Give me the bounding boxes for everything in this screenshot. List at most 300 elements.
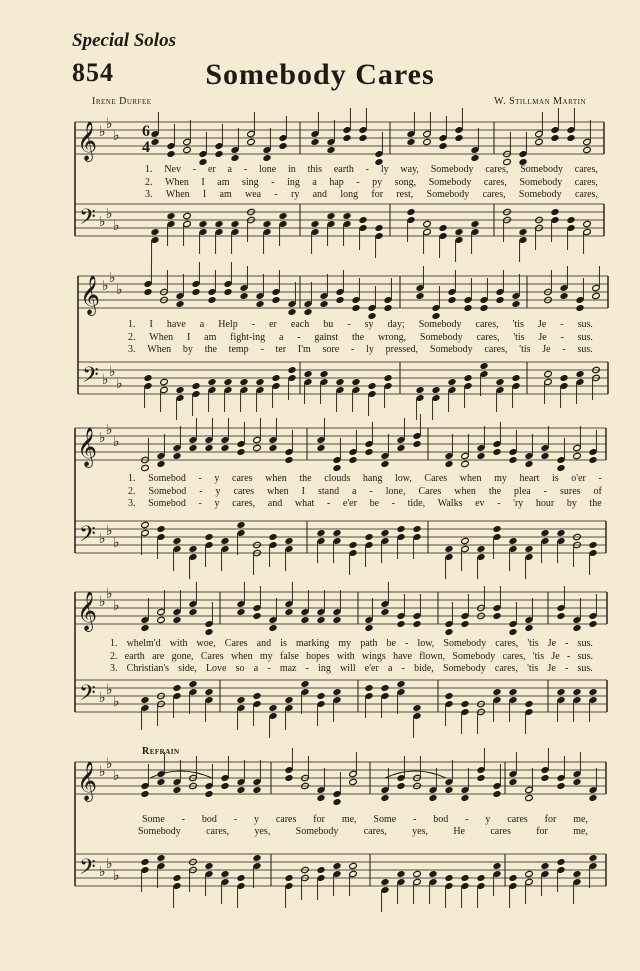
- system-4-treble-note: [525, 624, 534, 631]
- system-4-treble-key-2: ♭: [113, 598, 120, 614]
- system-5-treble-note: [285, 774, 294, 781]
- time-signature-top: 6: [142, 123, 150, 140]
- system-3-bass-note: [381, 529, 390, 536]
- section-heading: Special Solos: [72, 30, 176, 51]
- system-1-bass-note: [263, 220, 272, 227]
- system-5-bass-key-0: ♭: [99, 864, 106, 880]
- system-4-bass-note: [317, 692, 326, 699]
- system-1-bass-note: [471, 220, 480, 227]
- system-3-treble-note: [157, 460, 166, 467]
- system-5-bass-key-2: ♭: [113, 868, 120, 884]
- system-1-treble-note: [535, 138, 544, 145]
- system-1-bass-note: [343, 212, 352, 219]
- system-1-bass-note: [583, 220, 592, 227]
- system-4-bass-note: [525, 700, 534, 707]
- system-2-treble-note: [272, 296, 281, 303]
- system-5-bass-note: [237, 874, 246, 881]
- system-4-bass-note: [413, 704, 422, 711]
- system-1-bass-note: [327, 212, 336, 219]
- system-1-bass-note: [519, 228, 528, 235]
- system-5-treble-note: [541, 774, 550, 781]
- system-5-treble-note: [381, 794, 390, 801]
- system-3-bass-note: [141, 521, 150, 528]
- system-4-bass-key-2: ♭: [113, 694, 120, 710]
- system-2-bass-note: [576, 370, 585, 377]
- system-4-treble-key-1: ♭: [106, 586, 113, 602]
- system-1-bass-note: [151, 228, 160, 235]
- system-2-bass-note: [208, 378, 217, 385]
- system-5-bass-note: [173, 874, 182, 881]
- system-5-treble-note: [237, 786, 246, 793]
- system-2-treble-note: [592, 292, 601, 299]
- system-3-treble-note: [573, 452, 582, 459]
- system-3-treble-clef: 𝄞: [77, 427, 98, 467]
- system-1-treble-key-2: ♭: [113, 128, 120, 144]
- system-4-treble-note: [269, 624, 278, 631]
- system-4-treble-key-0: ♭: [99, 594, 106, 610]
- system-5-bass-note: [445, 874, 454, 881]
- system-3-treble-note: [557, 464, 566, 471]
- system-2-bass-note: [224, 378, 233, 385]
- system-4-treble-note: [365, 624, 374, 631]
- system-1-treble-key-0: ♭: [99, 124, 106, 140]
- system-1-treble-note: [327, 146, 336, 153]
- system-3-bass-note: [493, 525, 502, 532]
- system-4-treble-note: [381, 608, 390, 615]
- lyric-line-s3-v2: 2. Somebod - y cares when I stand a - lone, Cares when the plea - sures of: [128, 486, 602, 497]
- system-5-bass-note: [525, 870, 534, 877]
- system-2-bass-note: [160, 378, 169, 385]
- system-4-treble-note: [301, 616, 310, 623]
- system-4-treble-note: [173, 616, 182, 623]
- time-signature-bottom: 4: [142, 139, 150, 156]
- system-1-treble-note: [583, 146, 592, 153]
- system-4-treble-note: [253, 612, 262, 619]
- system-3-treble-note: [525, 460, 534, 467]
- system-2-treble-note: [144, 288, 153, 295]
- system-3-bass-note: [237, 521, 246, 528]
- system-2-treble-note: [208, 296, 217, 303]
- lyric-line-s2-v2: 2. When I am fight-ing a - gainst the wrong, Somebody cares, 'tis Je - sus.: [128, 332, 593, 343]
- system-3-bass-note: [525, 545, 534, 552]
- lyric-line-s3-v3: 3. Somebod - y cares, and what - e'er be - tide, Walks ev - 'ry hour by the: [128, 498, 602, 509]
- system-5-treble-note: [573, 778, 582, 785]
- lyric-line-s4-v3: 3. Christian's side, Love so a - maz - ing will e'er a - bide, Somebody cares, 'tis Je - sus.: [110, 663, 593, 674]
- system-2-treble-note: [304, 308, 313, 315]
- system-5-bass-note: [397, 870, 406, 877]
- system-3-treble-note: [189, 444, 198, 451]
- system-3-treble-note: [285, 456, 294, 463]
- system-4-bass-note: [173, 684, 182, 691]
- system-2-treble-note: [496, 296, 505, 303]
- system-5-treble-note: [333, 798, 342, 805]
- lyric-line-s1-v1: 1. Nev - er a - lone in this earth - ly way, Somebody cares, Somebody cares,: [145, 164, 598, 175]
- system-1-treble-note: [279, 142, 288, 149]
- system-2-treble-note: [576, 304, 585, 311]
- system-2-treble-note: [320, 300, 329, 307]
- system-3-bass-key-0: ♭: [99, 531, 106, 547]
- system-4-bass-note: [493, 688, 502, 695]
- system-1-bass-key-2: ♭: [113, 218, 120, 234]
- system-2-treble-clef: 𝄞: [80, 275, 101, 315]
- system-2-treble-key-2: ♭: [116, 282, 123, 298]
- system-3-bass-note: [509, 537, 518, 544]
- system-3-treble-note: [461, 460, 470, 467]
- system-4-treble-clef: 𝄞: [77, 591, 98, 631]
- system-3-treble-note: [397, 444, 406, 451]
- system-5-treble-note: [525, 794, 534, 801]
- system-5-treble-note: [157, 778, 166, 785]
- system-4-treble-note: [461, 620, 470, 627]
- system-1-treble-note: [167, 150, 176, 157]
- system-3-treble-note: [141, 464, 150, 471]
- system-3-bass-note: [349, 541, 358, 548]
- system-3-treble-note: [445, 460, 454, 467]
- system-3-treble-key-0: ♭: [99, 430, 106, 446]
- system-4-bass-note: [445, 692, 454, 699]
- system-5-treble-note: [477, 774, 486, 781]
- system-1-bass-note: [407, 208, 416, 215]
- system-3-bass-note: [173, 537, 182, 544]
- system-2-bass-key-2: ♭: [116, 376, 123, 392]
- system-5-treble-note: [253, 786, 262, 793]
- system-3-treble-note: [333, 464, 342, 471]
- system-2-treble-note: [384, 304, 393, 311]
- system-5-bass-note: [253, 854, 262, 861]
- system-2-treble-note: [256, 300, 265, 307]
- system-1-treble-note: [551, 134, 560, 141]
- system-3-bass-key-2: ♭: [113, 535, 120, 551]
- system-2-treble-note: [464, 304, 473, 311]
- system-2-bass-clef: 𝄢: [82, 363, 99, 393]
- system-1-bass-key-1: ♭: [106, 206, 113, 222]
- system-3-treble-note: [413, 440, 422, 447]
- system-3-treble-note: [477, 452, 486, 459]
- system-5-treble-note: [349, 778, 358, 785]
- system-5-treble-note: [461, 794, 470, 801]
- system-2-bass-note: [144, 374, 153, 381]
- system-5-bass-note: [317, 866, 326, 873]
- system-5-treble-note: [509, 778, 518, 785]
- system-5-treble-key-1: ♭: [106, 756, 113, 772]
- system-2-bass-note: [352, 378, 361, 385]
- composer-credit: W. Stillman Martin: [494, 96, 586, 107]
- system-3-bass-note: [189, 545, 198, 552]
- system-2-bass-note: [512, 374, 521, 381]
- system-5-bass-note: [573, 870, 582, 877]
- system-1-treble-note: [439, 142, 448, 149]
- system-1-bass-note: [183, 212, 192, 219]
- system-3-treble-note: [269, 444, 278, 451]
- system-2-bass-note: [288, 366, 297, 373]
- system-5-bass-note: [333, 862, 342, 869]
- system-5-treble-note: [445, 786, 454, 793]
- system-2-bass-note: [368, 382, 377, 389]
- system-4-bass-note: [189, 680, 198, 687]
- system-1-bass-note: [455, 228, 464, 235]
- system-2-bass-note: [464, 374, 473, 381]
- system-3-bass-note: [157, 525, 166, 532]
- system-3-bass-note: [413, 525, 422, 532]
- lyric-line-s1-v2: 2. When I am sing - ing a hap - py song, Somebody cares, Somebody cares,: [145, 177, 598, 188]
- system-1-bass-note: [439, 224, 448, 231]
- system-2-bass-note: [320, 370, 329, 377]
- system-4-bass-note: [381, 684, 390, 691]
- system-4-treble-note: [509, 628, 518, 635]
- system-1-bass-note: [311, 220, 320, 227]
- system-4-bass-note: [557, 688, 566, 695]
- system-3-treble-key-2: ♭: [113, 434, 120, 450]
- system-5-treble-note: [429, 794, 438, 801]
- system-5-treble-key-2: ♭: [113, 768, 120, 784]
- system-4-bass-note: [509, 688, 518, 695]
- system-4-treble-note: [141, 624, 150, 631]
- system-5-bass-note: [477, 874, 486, 881]
- system-2-treble-note: [416, 292, 425, 299]
- system-1-bass-note: [231, 220, 240, 227]
- system-2-bass-note: [176, 386, 185, 393]
- system-5-bass-note: [349, 862, 358, 869]
- system-2-treble-note: [480, 304, 489, 311]
- system-3-bass-note: [317, 529, 326, 536]
- system-5-bass-note: [461, 874, 470, 881]
- system-2-bass-key-0: ♭: [102, 372, 109, 388]
- system-1-bass-note: [567, 216, 576, 223]
- system-3-bass-key-1: ♭: [106, 523, 113, 539]
- system-3-treble-note: [349, 456, 358, 463]
- system-3-treble-note: [365, 448, 374, 455]
- system-3-bass-note: [365, 533, 374, 540]
- system-4-bass-note: [573, 688, 582, 695]
- system-3-treble-note: [541, 452, 550, 459]
- system-5-treble-note: [173, 786, 182, 793]
- system-2-bass-note: [416, 386, 425, 393]
- refrain-slur-2: [385, 771, 446, 778]
- system-1-bass-note: [279, 212, 288, 219]
- system-5-treble-clef: 𝄞: [77, 761, 98, 801]
- system-2-treble-note: [336, 296, 345, 303]
- system-4-treble-note: [493, 612, 502, 619]
- system-4-bass-note: [461, 700, 470, 707]
- system-3-treble-note: [237, 448, 246, 455]
- lyric-line-s3-v1: 1. Somebod - y cares when the clouds hang low, Cares when my heart is o'er -: [128, 473, 602, 484]
- system-5-treble-key-0: ♭: [99, 764, 106, 780]
- system-1-bass-note: [199, 220, 208, 227]
- system-5-treble-note: [493, 790, 502, 797]
- system-5-bass-note: [429, 870, 438, 877]
- system-3-treble-note: [381, 460, 390, 467]
- system-1-bass-note: [215, 220, 224, 227]
- system-3-treble-note: [205, 444, 214, 451]
- system-4-treble-note: [557, 612, 566, 619]
- system-3-treble-note: [509, 456, 518, 463]
- system-1-treble-note: [471, 154, 480, 161]
- system-4-treble-note: [285, 608, 294, 615]
- system-5-bass-note: [157, 854, 166, 861]
- system-2-bass-note: [256, 378, 265, 385]
- system-2-bass-note: [272, 374, 281, 381]
- system-4-bass-note: [333, 688, 342, 695]
- hymn-title: Somebody Cares: [205, 58, 435, 91]
- system-2-bass-note: [560, 374, 569, 381]
- system-4-bass-note: [269, 704, 278, 711]
- system-1-treble-note: [215, 150, 224, 157]
- system-2-bass-note: [240, 378, 249, 385]
- system-3-bass-note: [445, 545, 454, 552]
- system-3-bass-note: [221, 537, 230, 544]
- system-3-bass-note: [589, 541, 598, 548]
- system-4-treble-note: [189, 608, 198, 615]
- system-3-treble-note: [221, 444, 230, 451]
- system-2-bass-key-1: ♭: [109, 364, 116, 380]
- system-1-treble-note: [311, 138, 320, 145]
- system-4-bass-note: [141, 696, 150, 703]
- system-1-treble-note: [455, 134, 464, 141]
- lyric-line-s2-v1: 1. I have a Help - er each bu - sy day; Somebody cares, 'tis Je - sus.: [128, 319, 593, 330]
- system-1-treble-note: [359, 134, 368, 141]
- system-5-treble-note: [557, 782, 566, 789]
- system-5-bass-key-1: ♭: [106, 856, 113, 872]
- system-2-treble-note: [176, 300, 185, 307]
- system-1-treble-note: [247, 138, 256, 145]
- system-5-treble-note: [205, 790, 214, 797]
- lyric-line-s2-v3: 3. When by the temp - ter I'm sore - ly pressed, Somebody cares, 'tis Je - sus.: [128, 344, 593, 355]
- system-5-bass-note: [285, 874, 294, 881]
- lyricist-credit: Irene Durfee: [92, 96, 152, 107]
- system-4-bass-clef: 𝄢: [79, 681, 96, 711]
- system-4-bass-note: [365, 684, 374, 691]
- system-1-treble-key-1: ♭: [106, 116, 113, 132]
- system-4-bass-note: [301, 680, 310, 687]
- hymn-number: 854: [72, 58, 114, 87]
- system-2-treble-note: [448, 296, 457, 303]
- system-3-treble-note: [173, 452, 182, 459]
- system-1-bass-key-0: ♭: [99, 214, 106, 230]
- system-4-treble-note: [413, 620, 422, 627]
- system-2-bass-note: [544, 370, 553, 377]
- system-3-treble-note: [253, 444, 262, 451]
- system-1-treble-note: [407, 138, 416, 145]
- system-1-bass-note: [375, 224, 384, 231]
- system-4-treble-note: [237, 608, 246, 615]
- system-5-treble-note: [589, 794, 598, 801]
- system-4-bass-note: [397, 680, 406, 687]
- system-4-bass-key-1: ♭: [106, 682, 113, 698]
- system-5-bass-note: [381, 878, 390, 885]
- system-1-treble-note: [151, 138, 160, 145]
- system-2-treble-note: [240, 292, 249, 299]
- lyric-line-s1-v3: 3. When I am wea - ry and long for rest, Somebody cares, Somebody cares,: [145, 189, 598, 200]
- system-1-treble-note: [231, 154, 240, 161]
- lyric-line-refrain-2: Somebody cares, yes, Somebody cares, yes, He cares for me,: [138, 826, 588, 837]
- system-2-bass-note: [192, 382, 201, 389]
- system-3-bass-clef: 𝄢: [79, 522, 96, 552]
- system-5-treble-note: [317, 794, 326, 801]
- system-3-bass-note: [269, 533, 278, 540]
- system-3-bass-note: [285, 537, 294, 544]
- system-2-treble-note: [288, 308, 297, 315]
- system-2-treble-note: [352, 304, 361, 311]
- system-5-bass-note: [589, 854, 598, 861]
- system-5-bass-note: [493, 862, 502, 869]
- system-5-bass-note: [221, 870, 230, 877]
- system-1-bass-clef: 𝄢: [79, 205, 96, 235]
- system-3-treble-note: [589, 456, 598, 463]
- system-4-treble-note: [573, 624, 582, 631]
- system-2-treble-note: [512, 300, 521, 307]
- system-5-bass-note: [141, 858, 150, 865]
- system-4-bass-note: [589, 688, 598, 695]
- system-2-bass-note: [496, 378, 505, 385]
- system-5-treble-note: [397, 782, 406, 789]
- system-3-bass-note: [333, 529, 342, 536]
- system-2-bass-note: [384, 374, 393, 381]
- lyric-line-s4-v1: 1. whelm'd with woe, Cares and is marking my path be - low, Somebody cares, 'tis Je - sus.: [110, 638, 593, 649]
- system-2-bass-note: [304, 370, 313, 377]
- system-5-bass-note: [413, 870, 422, 877]
- system-4-treble-note: [317, 616, 326, 623]
- system-2-bass-note: [432, 386, 441, 393]
- system-3-bass-note: [477, 545, 486, 552]
- system-3-treble-key-1: ♭: [106, 422, 113, 438]
- system-2-treble-note: [224, 288, 233, 295]
- system-1-treble-note: [567, 134, 576, 141]
- system-5-bass-clef: 𝄢: [79, 855, 96, 885]
- system-4-bass-note: [285, 696, 294, 703]
- system-2-treble-key-1: ♭: [109, 270, 116, 286]
- lyric-line-s4-v2: 2. earth are gone, Cares when my false hopes with wings have flown, Somebody cares, 'tis Je - sus.: [110, 651, 593, 662]
- system-5-bass-note: [509, 874, 518, 881]
- system-5-treble-note: [141, 790, 150, 797]
- system-2-bass-note: [480, 362, 489, 369]
- lyric-line-refrain-1: Some - bod - y cares for me, Some - bod - y cares for me,: [142, 814, 588, 825]
- system-4-treble-note: [445, 628, 454, 635]
- system-1-treble-note: [423, 138, 432, 145]
- system-4-treble-note: [589, 620, 598, 627]
- system-3-treble-note: [493, 448, 502, 455]
- system-2-bass-note: [448, 378, 457, 385]
- system-1-bass-note: [167, 212, 176, 219]
- system-2-bass-note: [336, 378, 345, 385]
- system-3-bass-note: [541, 529, 550, 536]
- system-4-treble-note: [205, 628, 214, 635]
- system-4-bass-note: [205, 688, 214, 695]
- refrain-label: Refrain: [142, 746, 180, 757]
- system-1-bass-note: [551, 208, 560, 215]
- system-1-treble-clef: 𝄞: [77, 121, 98, 161]
- system-3-bass-note: [205, 533, 214, 540]
- system-3-treble-note: [317, 444, 326, 451]
- system-2-treble-note: [192, 288, 201, 295]
- system-4-bass-key-0: ♭: [99, 690, 106, 706]
- system-3-bass-note: [557, 529, 566, 536]
- system-5-bass-note: [541, 862, 550, 869]
- system-3-bass-note: [461, 537, 470, 544]
- system-4-treble-note: [397, 620, 406, 627]
- system-4-treble-note: [333, 616, 342, 623]
- system-5-bass-note: [557, 858, 566, 865]
- system-5-treble-note: [221, 782, 230, 789]
- system-1-bass-note: [423, 220, 432, 227]
- system-3-bass-note: [397, 525, 406, 532]
- system-1-treble-note: [183, 146, 192, 153]
- system-1-treble-note: [343, 134, 352, 141]
- system-4-bass-note: [237, 696, 246, 703]
- system-2-treble-key-0: ♭: [102, 278, 109, 294]
- system-5-bass-note: [205, 862, 214, 869]
- system-1-treble-note: [263, 154, 272, 161]
- system-4-bass-note: [253, 692, 262, 699]
